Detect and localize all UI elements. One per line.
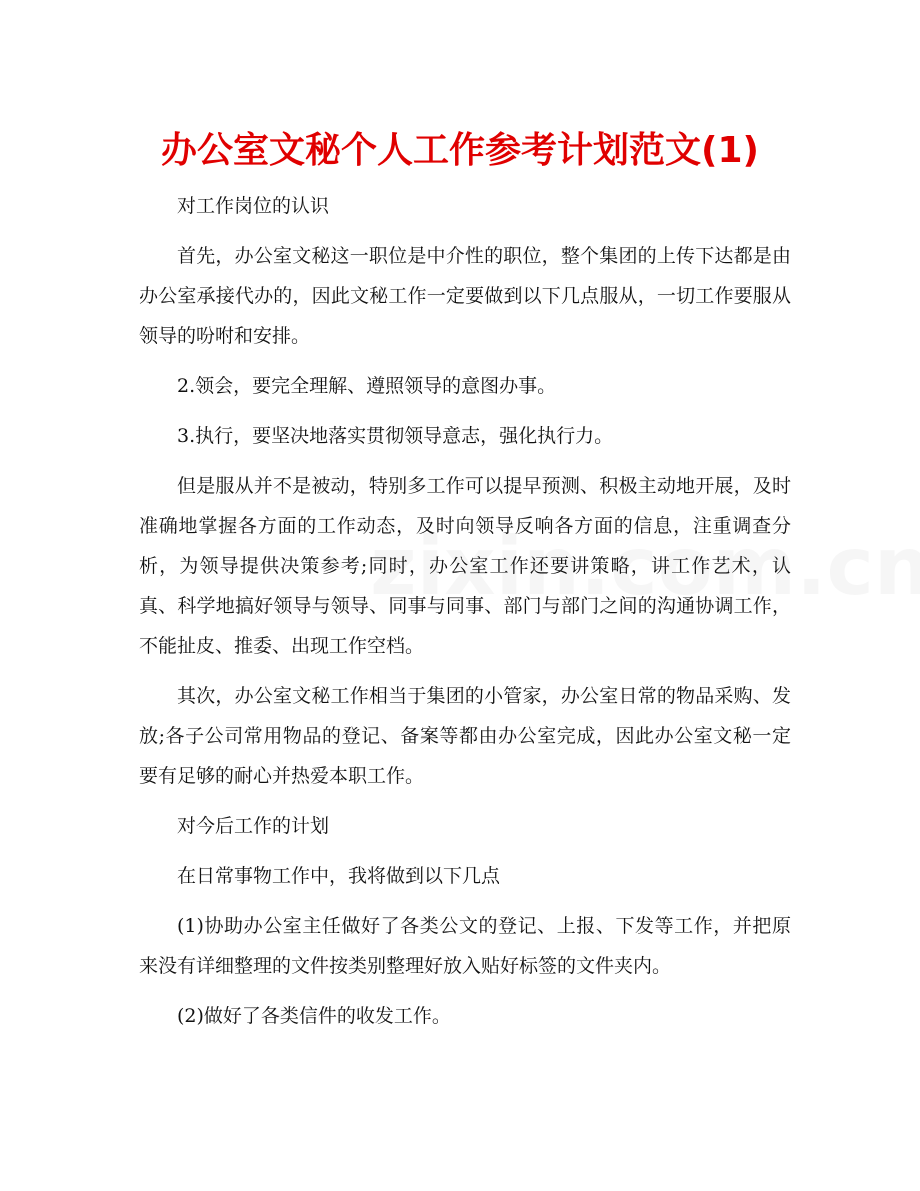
document-title: 办公室文秘个人工作参考计划范文(1) — [161, 130, 759, 171]
paragraph-however: 但是服从并不是被动，特别多工作可以提早预测、积极主动地开展，及时准确地掌握各方面的工作动态，及时向领导反响各方面的信息，注重调查分析，为领导提供决策参考;同时，办公室工作还要讲策略，讲工作艺术，认真、科学地搞好领导与领导、同事与同事、部门与部门之间的沟通协调工作，不能扯皮、推委、出现工作空档。 — [139, 475, 791, 657]
paragraph-point-3: 3.执行，要坚决地落实贯彻领导意志，强化执行力。 — [177, 425, 614, 447]
paragraph-item-1: (1)协助办公室主任做好了各类公文的登记、上报、下发等工作，并把原来没有详细整理的文件按类别整理好放入贴好标签的文件夹内。 — [139, 915, 791, 977]
paragraph-point-2: 2.领会，要完全理解、遵照领导的意图办事。 — [177, 375, 557, 397]
paragraph-daily-work: 在日常事物工作中，我将做到以下几点 — [177, 865, 501, 887]
section-heading-role: 对工作岗位的认识 — [177, 195, 330, 217]
document-body — [139, 186, 791, 1046]
paragraph-second: 其次，办公室文秘工作相当于集团的小管家，办公室日常的物品采购、发放;各子公司常用物品的登记、备案等都由办公室完成，因此办公室文秘一定要有足够的耐心并热爱本职工作。 — [139, 685, 791, 787]
section-heading-plan: 对今后工作的计划 — [177, 815, 330, 837]
paragraph-first: 首先，办公室文秘这一职位是中介性的职位，整个集团的上传下达都是由办公室承接代办的，因此文秘工作一定要做到以下几点服从，一切工作要服从领导的吩咐和安排。 — [139, 245, 791, 347]
paragraph-item-2: (2)做好了各类信件的收发工作。 — [177, 1005, 451, 1027]
